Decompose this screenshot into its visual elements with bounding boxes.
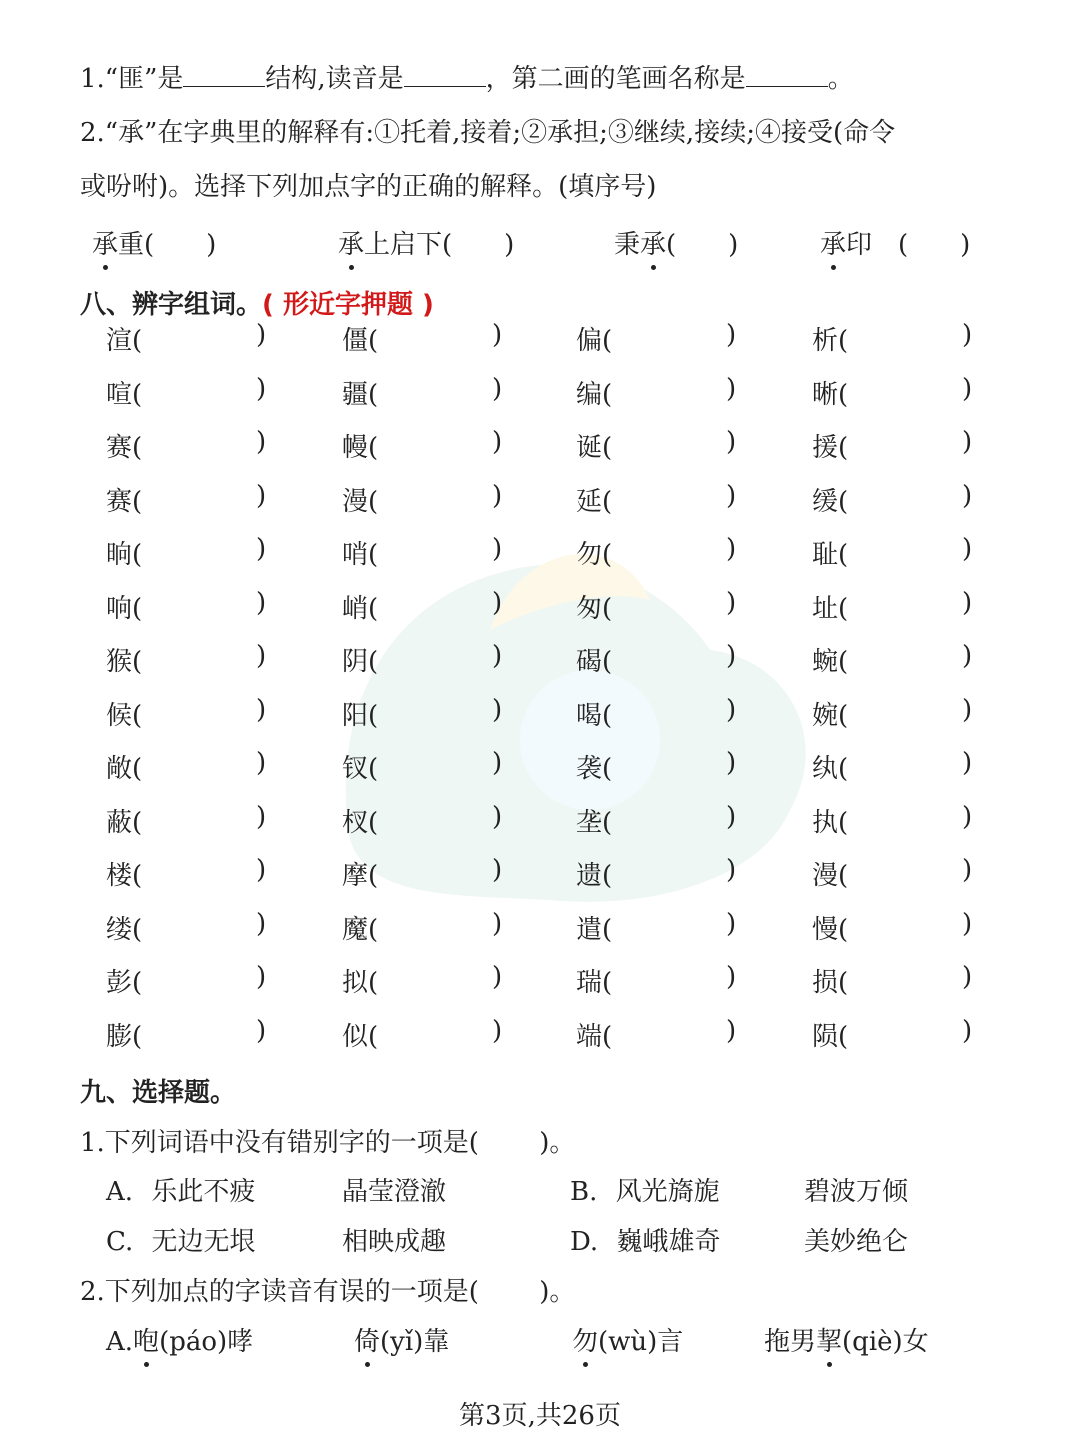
- option-c-word-1: 无边无垠: [151, 1227, 256, 1257]
- word-cell-char: 赛: [106, 486, 133, 517]
- word-cell-left-paren: (: [602, 1021, 613, 1052]
- word-cell-left-paren: (: [838, 807, 849, 838]
- q2-item-1-post: 重( ): [118, 230, 217, 260]
- word-cell[interactable]: [342, 587, 503, 625]
- word-cell-right-paren: ): [962, 534, 973, 564]
- word-cell-left-paren: (: [368, 861, 379, 891]
- q1-text-part3: ，第二画的笔画名称是: [485, 64, 746, 94]
- word-cell-char: 疆: [342, 379, 369, 410]
- option-a-word-1: 乐此不疲: [151, 1177, 256, 1207]
- word-cell-char: 敞: [106, 754, 133, 784]
- word-cell[interactable]: [342, 748, 503, 785]
- word-cell-char: 漫: [342, 486, 369, 517]
- option-a-label: A.: [106, 1177, 134, 1207]
- word-cell-right-paren: ): [256, 962, 267, 992]
- word-cell-char: 候: [106, 700, 133, 731]
- word-cell-char: 陨: [812, 1021, 839, 1052]
- s9-q2-item-c-post: (wù)言: [598, 1327, 684, 1357]
- word-cell-char: 缕: [106, 914, 133, 945]
- word-cell-char: 晌: [106, 540, 133, 570]
- word-cell[interactable]: [342, 320, 503, 357]
- word-cell-right-paren: ): [256, 1015, 267, 1046]
- word-cell-char: 摩: [342, 861, 369, 891]
- word-cell[interactable]: [812, 1015, 973, 1053]
- word-cell-char: 楼: [106, 861, 133, 891]
- word-cell[interactable]: [576, 855, 737, 892]
- word-cell[interactable]: [342, 962, 503, 999]
- q2-item-2-post: 上启下( ): [364, 230, 515, 260]
- word-cell-right-paren: ): [256, 801, 267, 832]
- word-cell-char: 阴: [342, 647, 369, 677]
- word-cell-char: 响: [106, 593, 133, 624]
- word-cell-char: 峭: [342, 593, 369, 624]
- word-cell[interactable]: [576, 962, 737, 999]
- word-cell-left-paren: (: [838, 968, 849, 998]
- word-cell-right-paren: ): [492, 801, 503, 832]
- section-8-title: 八、辨字组词。: [80, 290, 263, 320]
- word-cell-left-paren: (: [368, 700, 379, 731]
- word-cell[interactable]: [106, 908, 267, 946]
- word-cell-char: 婉: [812, 700, 839, 731]
- word-cell[interactable]: [342, 480, 503, 518]
- word-cell-right-paren: ): [726, 748, 737, 778]
- s9-q2-item-a-pre: A.: [106, 1327, 134, 1357]
- word-cell-right-paren: ): [256, 694, 267, 725]
- word-cell-left-paren: (: [838, 700, 849, 731]
- word-cell[interactable]: [576, 587, 737, 625]
- s9-q2-item-b-dotted-char: 倚: [354, 1321, 380, 1358]
- word-cell[interactable]: [576, 373, 737, 411]
- q2-item-3-post: ( ): [666, 230, 739, 260]
- s9-q1-option-b-word-2: 碧波万倾: [804, 1177, 909, 1207]
- word-cell[interactable]: [106, 373, 267, 411]
- word-cell-right-paren: ): [256, 855, 267, 885]
- word-cell-left-paren: (: [602, 433, 613, 463]
- word-cell-left-paren: (: [132, 326, 143, 356]
- word-cell-right-paren: ): [726, 373, 737, 404]
- word-cell[interactable]: [812, 373, 973, 411]
- word-cell-char: 遗: [576, 861, 603, 891]
- word-cell[interactable]: [106, 480, 267, 518]
- word-cell-char: 阳: [342, 700, 369, 731]
- word-cell-left-paren: (: [602, 700, 613, 731]
- word-cell-left-paren: (: [602, 326, 613, 356]
- word-cell-char: 垄: [576, 807, 603, 838]
- word-cell-left-paren: (: [132, 807, 143, 838]
- option-c-label: C.: [106, 1227, 134, 1257]
- word-cell-left-paren: (: [368, 1021, 379, 1052]
- question-2-line2: 或吩咐)。选择下列加点字的正确的解释。(填序号): [80, 172, 657, 202]
- word-cell-char: 损: [812, 968, 839, 998]
- option-b-label: B.: [570, 1177, 598, 1207]
- word-cell[interactable]: [812, 480, 973, 518]
- word-cell-left-paren: (: [132, 754, 143, 784]
- s9-q2-item-d-pre: 拖男: [764, 1327, 817, 1357]
- word-cell-right-paren: ): [726, 855, 737, 885]
- word-cell[interactable]: [576, 427, 737, 464]
- word-cell-right-paren: ): [492, 694, 503, 725]
- word-cell-right-paren: ): [726, 480, 737, 511]
- word-cell-right-paren: ): [726, 534, 737, 564]
- s9-q2-item-a-post: (páo)哮: [159, 1327, 254, 1357]
- s9-q2-item-d[interactable]: [764, 1321, 929, 1358]
- word-cell-char: 魔: [342, 914, 369, 945]
- word-cell-char: 蜿: [812, 647, 839, 677]
- word-cell-char: 猴: [106, 647, 133, 677]
- s9-q2-item-c-dotted-char: 勿: [572, 1321, 598, 1358]
- word-cell[interactable]: [106, 1015, 267, 1053]
- q2-item-1-dotted-char: 承: [92, 224, 118, 261]
- word-cell[interactable]: [576, 480, 737, 518]
- s9-q1-option-a-word-2: 晶莹澄澈: [342, 1177, 447, 1207]
- word-cell[interactable]: [812, 962, 973, 999]
- word-cell-left-paren: (: [602, 861, 613, 891]
- s9-q1-option-a[interactable]: [106, 1171, 255, 1208]
- word-cell-char: 彭: [106, 968, 133, 998]
- s9-q1-option-b[interactable]: [570, 1171, 720, 1208]
- s9-q2-item-b-post: (yǐ)靠: [380, 1327, 450, 1357]
- word-cell-left-paren: (: [602, 968, 613, 998]
- word-cell-left-paren: (: [838, 540, 849, 570]
- word-cell[interactable]: [106, 801, 267, 839]
- word-cell-left-paren: (: [602, 379, 613, 410]
- word-cell-right-paren: ): [256, 534, 267, 564]
- word-cell[interactable]: [106, 962, 267, 999]
- word-cell-right-paren: ): [726, 427, 737, 457]
- word-cell-right-paren: ): [492, 373, 503, 404]
- q2-item-4-post: 印 ( ): [846, 230, 971, 260]
- word-cell-right-paren: ): [962, 641, 973, 671]
- word-cell-right-paren: ): [492, 480, 503, 511]
- word-cell-char: 晰: [812, 379, 839, 410]
- q2-item-3-dotted-char: 承: [640, 224, 666, 261]
- word-cell[interactable]: [812, 855, 973, 892]
- word-cell-left-paren: (: [602, 593, 613, 624]
- word-cell-right-paren: ): [256, 748, 267, 778]
- s9-q1-option-c[interactable]: [106, 1221, 256, 1258]
- word-cell-char: 膨: [106, 1021, 133, 1052]
- word-cell-right-paren: ): [726, 908, 737, 939]
- q1-text-part1: 1.“匪”是: [80, 64, 184, 94]
- word-cell-right-paren: ): [726, 641, 737, 671]
- word-cell[interactable]: [576, 908, 737, 946]
- word-cell[interactable]: [106, 427, 267, 464]
- word-cell-left-paren: (: [602, 540, 613, 570]
- word-cell-char: 慢: [812, 914, 839, 945]
- word-cell-char: 端: [576, 1021, 603, 1052]
- word-cell-right-paren: ): [492, 427, 503, 457]
- word-cell[interactable]: [812, 908, 973, 946]
- word-cell-left-paren: (: [132, 593, 143, 624]
- word-cell-right-paren: ): [256, 641, 267, 671]
- word-cell-char: 匆: [576, 593, 603, 624]
- word-cell[interactable]: [576, 320, 737, 357]
- word-cell-char: 偏: [576, 326, 603, 356]
- s9-q1-option-d-word-2: 美妙绝仑: [804, 1227, 909, 1257]
- word-cell-right-paren: ): [726, 320, 737, 350]
- word-cell[interactable]: [342, 427, 503, 464]
- word-cell-char: 诞: [576, 433, 603, 463]
- word-cell-left-paren: (: [368, 540, 379, 570]
- q1-blank-structure[interactable]: [183, 85, 265, 87]
- word-cell-left-paren: (: [368, 807, 379, 838]
- q2-item-4-dotted-char: 承: [820, 224, 846, 261]
- word-cell-right-paren: ): [962, 801, 973, 832]
- word-cell-right-paren: ): [492, 641, 503, 671]
- word-cell-char: 喧: [106, 379, 133, 410]
- word-cell-right-paren: ): [726, 1015, 737, 1046]
- word-cell[interactable]: [576, 801, 737, 839]
- s9-q2-stem: 2.下列加点的字读音有误的一项是( )。: [80, 1277, 576, 1307]
- word-cell-char: 瑞: [576, 968, 603, 998]
- word-cell-char: 袭: [576, 754, 603, 784]
- section-8-heading: [80, 284, 434, 321]
- q1-text-part4: 。: [827, 64, 854, 94]
- word-cell-left-paren: (: [368, 968, 379, 998]
- option-d-word-1: 巍峨雄奇: [616, 1227, 721, 1257]
- q1-blank-stroke-name[interactable]: [746, 85, 828, 87]
- word-cell-char: 拟: [342, 968, 369, 998]
- word-cell-char: 钗: [342, 754, 369, 784]
- word-cell-left-paren: (: [838, 754, 849, 784]
- word-cell[interactable]: [342, 373, 503, 411]
- word-cell-left-paren: (: [602, 647, 613, 677]
- section-8-tag: ( 形近字押题 ): [262, 290, 434, 320]
- word-cell-right-paren: ): [726, 962, 737, 992]
- word-cell-left-paren: (: [132, 540, 143, 570]
- word-cell-char: 执: [812, 807, 839, 838]
- word-cell-right-paren: ): [962, 320, 973, 350]
- word-cell-right-paren: ): [962, 427, 973, 457]
- option-b-word-1: 风光旖旎: [615, 1177, 720, 1207]
- word-cell-right-paren: ): [726, 801, 737, 832]
- word-cell-right-paren: ): [256, 480, 267, 511]
- question-2-line1: 2.“承”在字典里的解释有:①托着,接着;②承担;③继续,接续;④接受(命令: [80, 118, 896, 148]
- q1-text-part2: 结构,读音是: [265, 64, 404, 94]
- word-cell-left-paren: (: [368, 647, 379, 677]
- q2-item-3-pre: 秉: [614, 230, 641, 260]
- word-cell-left-paren: (: [132, 700, 143, 731]
- word-cell-char: 延: [576, 486, 603, 517]
- word-cell-right-paren: ): [962, 908, 973, 939]
- word-cell-char: 耻: [812, 540, 839, 570]
- word-cell[interactable]: [576, 694, 737, 732]
- word-cell[interactable]: [342, 855, 503, 892]
- word-cell-char: 漫: [812, 861, 839, 891]
- word-cell[interactable]: [576, 641, 737, 678]
- s9-q1-stem: 1.下列词语中没有错别字的一项是( )。: [80, 1128, 576, 1158]
- word-cell-char: 缓: [812, 486, 839, 517]
- word-cell-right-paren: ): [492, 908, 503, 939]
- word-cell-left-paren: (: [368, 326, 379, 356]
- word-cell-left-paren: (: [368, 486, 379, 517]
- word-cell-char: 纨: [812, 754, 839, 784]
- word-cell[interactable]: [342, 534, 503, 571]
- word-cell-char: 蔽: [106, 807, 133, 838]
- word-cell-left-paren: (: [602, 914, 613, 945]
- word-cell-char: 赛: [106, 433, 133, 463]
- word-cell-left-paren: (: [838, 379, 849, 410]
- word-cell-left-paren: (: [838, 326, 849, 356]
- word-cell-char: 址: [812, 593, 839, 624]
- word-cell-right-paren: ): [256, 587, 267, 618]
- word-cell[interactable]: [106, 587, 267, 625]
- word-cell-right-paren: ): [962, 373, 973, 404]
- s9-q2-item-c[interactable]: [572, 1321, 683, 1358]
- word-cell[interactable]: [812, 534, 973, 571]
- word-cell-left-paren: (: [132, 379, 143, 410]
- word-cell-left-paren: (: [838, 647, 849, 677]
- s9-q2-item-b[interactable]: [354, 1321, 449, 1358]
- word-cell-char: 编: [576, 379, 603, 410]
- word-cell-right-paren: ): [962, 855, 973, 885]
- word-cell-left-paren: (: [132, 647, 143, 677]
- word-cell-right-paren: ): [492, 320, 503, 350]
- word-cell[interactable]: [106, 320, 267, 357]
- s9-q1-option-d[interactable]: [570, 1221, 720, 1258]
- option-d-label: D.: [570, 1227, 599, 1257]
- word-cell-left-paren: (: [132, 433, 143, 463]
- word-cell-right-paren: ): [492, 962, 503, 992]
- word-cell-right-paren: ): [726, 587, 737, 618]
- word-cell-left-paren: (: [368, 433, 379, 463]
- word-cell-left-paren: (: [368, 593, 379, 624]
- word-cell-right-paren: ): [962, 748, 973, 778]
- word-cell-right-paren: ): [256, 373, 267, 404]
- word-cell-left-paren: (: [838, 861, 849, 891]
- word-cell-right-paren: ): [962, 480, 973, 511]
- word-cell-char: 僵: [342, 326, 369, 356]
- word-cell[interactable]: [812, 320, 973, 357]
- word-cell-left-paren: (: [368, 379, 379, 410]
- word-cell[interactable]: [106, 641, 267, 678]
- word-cell-left-paren: (: [838, 486, 849, 517]
- word-cell-right-paren: ): [256, 427, 267, 457]
- word-cell-left-paren: (: [838, 593, 849, 624]
- s9-q2-item-d-post: (qiè)女: [842, 1327, 929, 1357]
- word-cell[interactable]: [342, 641, 503, 678]
- word-cell-char: 似: [342, 1021, 369, 1052]
- word-cell-right-paren: ): [962, 1015, 973, 1046]
- word-cell[interactable]: [342, 694, 503, 732]
- section-9-heading: 九、选择题。: [80, 1078, 237, 1108]
- word-cell-left-paren: (: [368, 914, 379, 945]
- q2-item-2[interactable]: [338, 224, 514, 261]
- word-cell-char: 勿: [576, 540, 603, 570]
- q2-item-1[interactable]: [92, 224, 216, 261]
- word-cell-char: 碣: [576, 647, 603, 677]
- word-cell-char: 援: [812, 433, 839, 463]
- word-cell-char: 哨: [342, 540, 369, 570]
- word-cell[interactable]: [812, 694, 973, 732]
- word-cell[interactable]: [106, 855, 267, 892]
- word-cell-left-paren: (: [132, 914, 143, 945]
- s9-q1-option-c-word-2: 相映成趣: [342, 1227, 447, 1257]
- word-cell-right-paren: ): [962, 962, 973, 992]
- word-cell-left-paren: (: [602, 807, 613, 838]
- q2-item-3[interactable]: [614, 224, 738, 261]
- word-cell-left-paren: (: [368, 754, 379, 784]
- word-cell-char: 喝: [576, 700, 603, 731]
- q1-blank-pronunciation[interactable]: [404, 85, 486, 87]
- word-cell-char: 渲: [106, 326, 133, 356]
- word-cell-right-paren: ): [256, 320, 267, 350]
- q2-item-2-dotted-char: 承: [338, 224, 364, 261]
- word-cell-right-paren: ): [492, 587, 503, 618]
- word-cell[interactable]: [812, 801, 973, 839]
- word-cell-right-paren: ): [256, 908, 267, 939]
- question-1-line: [80, 58, 854, 95]
- word-cell-left-paren: (: [132, 861, 143, 891]
- word-cell[interactable]: [576, 748, 737, 785]
- word-cell-left-paren: (: [132, 486, 143, 517]
- word-cell-left-paren: (: [132, 968, 143, 998]
- word-cell-char: 析: [812, 326, 839, 356]
- word-cell-char: 幔: [342, 433, 369, 463]
- q2-item-4[interactable]: [820, 224, 970, 261]
- word-cell-char: 遣: [576, 914, 603, 945]
- word-cell[interactable]: [812, 748, 973, 785]
- word-cell-right-paren: ): [492, 855, 503, 885]
- s9-q2-item-a[interactable]: [106, 1321, 253, 1358]
- word-cell[interactable]: [812, 427, 973, 464]
- word-cell-right-paren: ): [726, 694, 737, 725]
- word-cell-right-paren: ): [962, 587, 973, 618]
- word-cell-left-paren: (: [838, 914, 849, 945]
- word-cell[interactable]: [812, 641, 973, 678]
- s9-q2-item-d-dotted-char: 挈: [816, 1321, 842, 1358]
- word-cell-left-paren: (: [838, 1021, 849, 1052]
- word-cell[interactable]: [576, 1015, 737, 1053]
- word-cell[interactable]: [106, 534, 267, 571]
- word-cell-left-paren: (: [602, 486, 613, 517]
- word-cell-char: 杈: [342, 807, 369, 838]
- word-cell-right-paren: ): [492, 1015, 503, 1046]
- word-cell-left-paren: (: [838, 433, 849, 463]
- word-cell[interactable]: [106, 694, 267, 732]
- word-cell-left-paren: (: [602, 754, 613, 784]
- word-cell[interactable]: [812, 587, 973, 625]
- word-cell[interactable]: [342, 801, 503, 839]
- word-cell-right-paren: ): [962, 694, 973, 725]
- word-cell-left-paren: (: [132, 1021, 143, 1052]
- word-cell[interactable]: [342, 908, 503, 946]
- word-cell-right-paren: ): [492, 534, 503, 564]
- s9-q2-item-a-dotted-char: 咆: [133, 1321, 159, 1358]
- word-cell[interactable]: [576, 534, 737, 571]
- word-cell[interactable]: [106, 748, 267, 785]
- word-cell-right-paren: ): [492, 748, 503, 778]
- word-cell[interactable]: [342, 1015, 503, 1053]
- page-footer: 第3页,共26页: [459, 1401, 621, 1431]
